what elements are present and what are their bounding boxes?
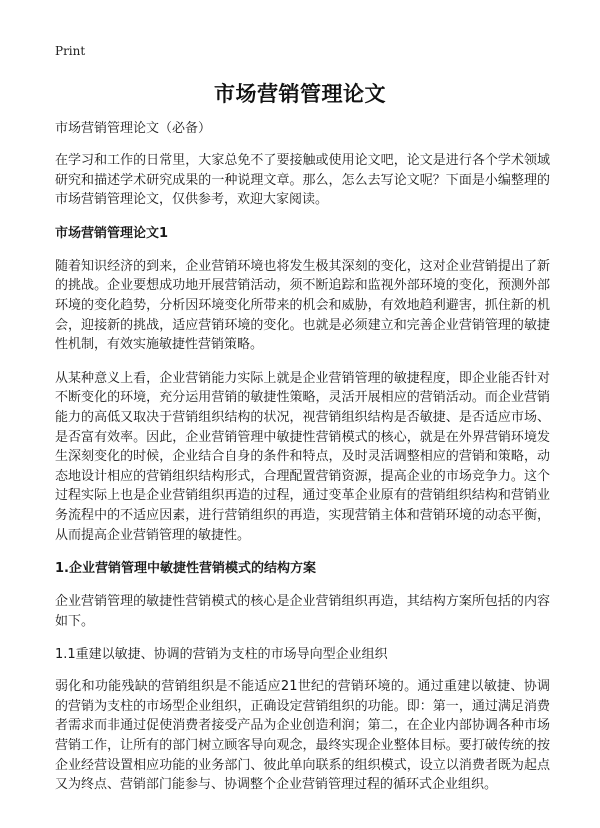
document-title: 市场营销管理论文 [214,82,386,106]
section-heading-1: 市场营销管理论文1 [55,225,169,241]
section1-paragraph-2: 从某种意义上看，企业营销能力实际上就是企业营销管理的敏捷程度，即企业能否针对不断变化的环境，充分运用营销的敏捷性策略，灵活开展相应的营销活动。而企业营销能力的高低又取决于营销组织结构的状况，视营销组织结构是否敏捷、是否适应市场、是否富有效率。因此，企业营销管理中敏捷性营销模式的核心，就是在外界营销环境发生深刻变化的时候，企业结合自身的条件和特点，及时灵活调整相应的营销和策略，动态地设计相应的营销组织结构形式，合理配置营销资源，提高企业的市场竞争力。这个过程实际上也是企业营销组织再造的过程，通过变革企业原有的营销组织结构和营销业务流程中的不适应因素，进行营销组织的再造，实现营销主体和营销环境的动态平衡，从而提高企业营销管理的敏捷性。 [55,370,550,543]
section2-paragraph-1: 企业营销管理的敏捷性营销模式的核心是企业营销组织再造，其结构方案所包括的内容如下。 [55,594,550,629]
section-subheading-1-1: 1.1重建以敏捷、协调的营销为支柱的市场导向型企业组织 [55,647,388,663]
document-body [55,119,550,809]
document-subtitle: 市场营销管理论文（必备） [55,121,212,136]
section-heading-2: 1.企业营销管理中敏捷性营销模式的结构方案 [55,561,316,577]
section2-paragraph-2: 弱化和功能残缺的营销组织是不能适应21世纪的营销环境的。通过重建以敏捷、协调的营销为支柱的市场型企业组织，正确设定营销组织的功能。即：第一，通过满足消费者需求而非通过促使消费者接受产品为企业创造利润；第二，在企业内部协调各种市场营销工作，让所有的部门树立顾客导向观念，最终实现企业整体目标。要打破传统的按企业经营设置相应功能的业务部门、彼此单向联系的组织模式，设立以消费者既为起点又为终点、营销部门能参与、协调整个企业营销管理过程的循环式企业组织。 [55,679,550,793]
print-label: Print [55,44,86,58]
intro-paragraph: 在学习和工作的日常里，大家总免不了要接触或使用论文吧，论文是进行各个学术领域研究和描述学术研究成果的一种说理文章。那么，怎么去写论文呢？下面是小编整理的市场营销管理论文，仅供参考，欢迎大家阅读。 [55,153,550,208]
section1-paragraph-1: 随着知识经济的到来，企业营销环境也将发生极其深刻的变化，这对企业营销提出了新的挑战。企业要想成功地开展营销活动，须不断追踪和监视外部环境的变化，预测外部环境的变化趋势，分析因环境变化所带来的机会和威胁，有效地趋利避害，抓住新的机会，迎接新的挑战，适应营销环境的变化。也就是必须建立和完善企业营销管理的敏捷性机制，有效实施敏捷性营销策略。 [55,258,550,353]
